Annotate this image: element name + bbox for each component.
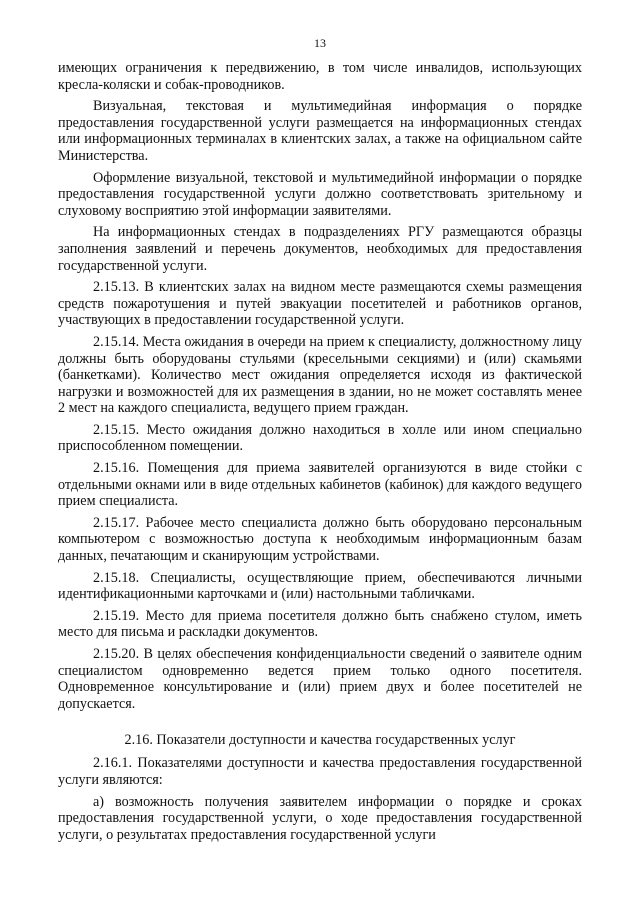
paragraph: На информационных стендах в подразделениях РГУ размещаются образцы заполнения заявлений и перечень документов, необходимых для предоставления государственной услуги. — [58, 224, 582, 274]
paragraph: 2.15.17. Рабочее место специалиста должно быть оборудовано персональным компьютером с возможностью доступа к необходимым информационным базам данных, печатающим и сканирующим устройствами. — [58, 514, 582, 565]
paragraph: 2.15.13. В клиентских залах на видном месте размещаются схемы размещения средств пожаротушения и путей эвакуации посетителей и работников органов, участвующих в предоставлении государственной услуги. — [58, 279, 582, 329]
paragraph: 2.15.20. В целях обеспечения конфиденциальности сведений о заявителе одним специалистом одновременно ведется прием только одного посетителя. Одновременное консультирование и (или) прием двух и более посетителей не допускается. — [58, 646, 582, 712]
paragraph: 2.15.16. Помещения для приема заявителей организуются в виде стойки с отдельными окнами или в виде отдельных кабинетов (кабинок) для каждого ведущего прием специалиста. — [58, 460, 582, 510]
paragraph: имеющих ограничения к передвижению, в том числе инвалидов, использующих кресла-коляски и собак-проводников. — [58, 60, 582, 93]
paragraph: 2.15.14. Места ожидания в очереди на прием к специалисту, должностному лицу должны быть оборудованы стульями (кресельными секциями) и (или) скамьями (банкетками). Количество мест ожидания определяется исходя из фактической нагрузки и возможностей для их размещения в здании, но не может составлять менее 2 мест на каждого специалиста, ведущего прием граждан. — [58, 333, 582, 417]
paragraph: Оформление визуальной, текстовой и мультимедийной информации о порядке предоставления государственной услуги должно соответствовать зрительному и слуховому восприятию этой информации заявителями. — [58, 169, 582, 219]
paragraph: 2.16.1. Показателями доступности и качества предоставления государственной услуги являются: — [58, 755, 582, 788]
section-heading: 2.16. Показатели доступности и качества государственных услуг — [124, 732, 516, 749]
document-page — [58, 36, 582, 848]
paragraph: а) возможность получения заявителем информации о порядке и сроках предоставления государственной услуги, о ходе предоставления государственной услуги, о результатах предоставления государственной услуги — [58, 793, 582, 843]
paragraph: 2.15.15. Место ожидания должно находиться в холле или ином специально приспособленном помещении. — [58, 421, 582, 455]
paragraph: Визуальная, текстовая и мультимедийная информация о порядке предоставления государственной услуги размещается на информационных стендах или информационных терминалах в клиентских залах, а также на официальном сайте Министерства. — [58, 98, 582, 164]
paragraph: 2.15.19. Место для приема посетителя должно быть снабжено стулом, иметь место для письма и раскладки документов. — [58, 607, 582, 641]
page-number: 13 — [314, 36, 326, 50]
paragraph: 2.15.18. Специалисты, осуществляющие прием, обеспечиваются личными идентификационными карточками и (или) настольными табличками. — [58, 569, 582, 603]
